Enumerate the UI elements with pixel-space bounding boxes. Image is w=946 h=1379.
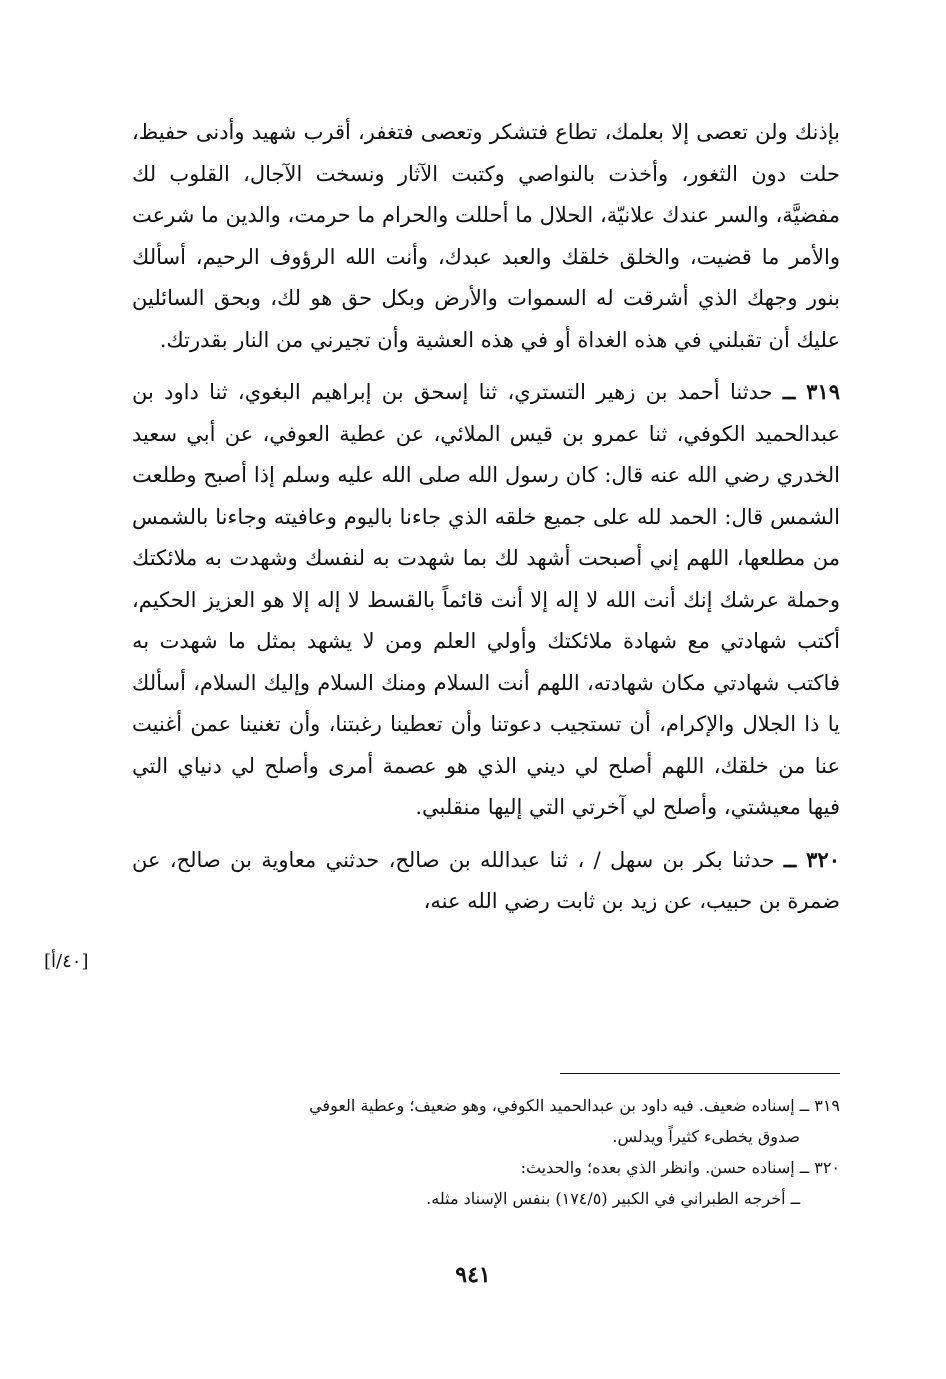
footnote-line: صدوق يخطىء كثيراً ويدلس. xyxy=(612,1127,800,1146)
main-text xyxy=(132,112,840,923)
continuation-paragraph: بإذنك ولن تعصى إلا بعلمك، تطاع فتشكر وتعصى فتغفر، أقرب شهيد وأدنى حفيظ، حلت دون الثغور، وأخذت بالنواصي وكتبت الآثار ونسخت الآجال، القلوب لك مفضيَّة، والسر عندك علانيّة، الحلال ما أحللت والحرام ما حرمت، والدين ما شرعت والأمر ما قضيت، والخلق خلقك والعبد عبدك، وأنت الله الرؤوف الرحيم، أسألك بنور وجهك الذي أشرقت له السموات والأرض وبكل حق هو لك، وبحق السائلين عليك أن تقبلني في هذه الغداة أو في هذه العشية وأن تجيرني من النار بقدرتك. xyxy=(132,120,840,352)
footnote-line: ٣٢٠ ــ إسناده حسن. وانظر الذي بعده؛ والحديث: xyxy=(520,1158,840,1177)
footnote-divider xyxy=(560,1073,840,1074)
footnotes xyxy=(132,1090,840,1214)
hadith-319-text: حدثنا أحمد بن زهير التستري، ثنا إسحق بن إبراهيم البغوي، ثنا داود بن عبدالحميد الكوفي، ثنا عمرو بن قيس الملائي، عن عطية العوفي، عن أبي سعيد الخدري رضي الله عنه قال: كان رسول الله صلى الله عليه وسلم إذا أصبح وطلعت الشمس قال: الحمد لله على جميع خلقه الذي جاءنا باليوم وعافيته وجاءنا بالشمس من مطلعها، اللهم إني أصبحت أشهد لك بما شهدت به لنفسك وشهدت به ملائكتك وحملة عرشك إنك أنت الله لا إله إلا أنت قائماً بالقسط لا إله إلا هو العزيز الحكيم، أكتب شهادتي مع شهادة ملائكتك وأولي العلم ومن لا يشهد بمثل ما شهدت به فاكتب شهادتي مكان شهادته، اللهم أنت السلام ومنك السلام وإليك السلام، أسألك يا ذا الجلال والإكرام، أن تستجيب دعوتنا وأن تعطينا رغبتنا، وأن تغنينا عمن أغنيت عنا من خلقك، اللهم أصلح لي ديني الذي هو عصمة أمرى وأصلح لي دنياي التي فيها معيشتي، وأصلح لي آخرتي التي إليها منقلبي. xyxy=(132,380,840,819)
footnote-line: ٣١٩ ــ إسناده ضعيف. فيه داود بن عبدالحميد الكوفي، وهو ضعيف؛ وعطية العوفي xyxy=(309,1096,840,1115)
hadith-320-number: ٣٢٠ ــ xyxy=(783,846,840,872)
manuscript-folio-reference: [٤٠/أ] xyxy=(44,951,89,972)
page-number: ٩٤١ xyxy=(455,1262,491,1288)
hadith-319-paragraph xyxy=(132,371,840,829)
hadith-319-number: ٣١٩ ــ xyxy=(782,379,840,404)
footnote-line: ــ أخرجه الطبراني في الكبير (١٧٤/٥) بنفس الإسناد مثله. xyxy=(426,1189,800,1208)
hadith-320-paragraph xyxy=(132,839,840,923)
hadith-320-text: حدثنا بكر بن سهل / ، ثنا عبدالله بن صالح، حدثني معاوية بن صالح، عن ضمرة بن حبيب، عن زيد بن ثابت رضي الله عنه، xyxy=(132,847,840,913)
